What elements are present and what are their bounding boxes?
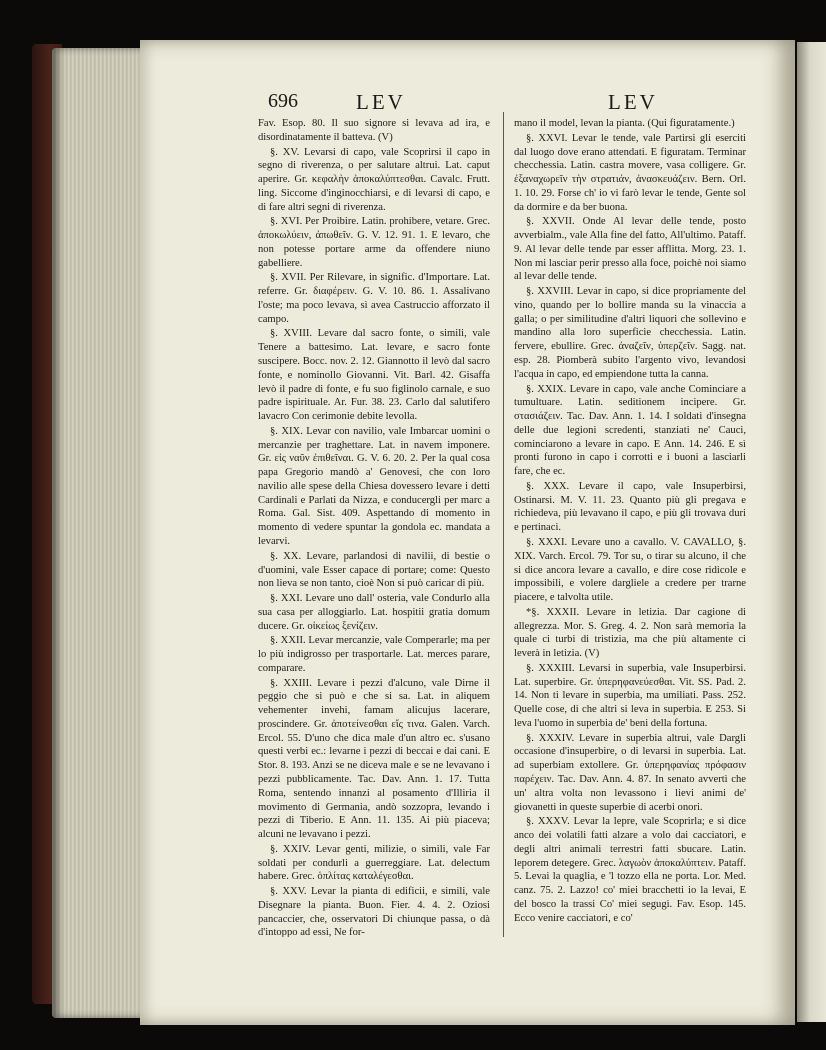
entry-paragraph: §. XXIX. Levare in capo, vale anche Cominciare a tumultuare. Latin. seditionem incipere. Gr. στασιάζειν. Tac. Dav. Ann. 1. 14. I soldati d'insegna delle due legioni scredenti, stanziati ne' Cauci, cominciarono a levare in capo. E Ann. 14. 246. E sì pronti furono in capo i corrotti e i buoni a lasciarli fare, che ec. [514,383,746,478]
entry-paragraph: Fav. Esop. 80. Il suo signore si levava ad ira, e disordinatamente il batteva. (V) [258,118,490,143]
page-number: 696 [268,90,298,112]
entry-paragraph: *§. XXXII. Levare in letizia. Dar cagione di allegrezza. Mor. S. Greg. 4. 2. Non sarà memoria la quale ci turbi di tristizia, ma che più altamente ci leverà in letizia. (V) [514,606,746,660]
left-column [258,117,490,937]
running-head-left: LEV [356,90,406,114]
entry-paragraph: §. XVIII. Levare dal sacro fonte, o simili, vale Tenere a battesimo. Lat. levare, e sacro fonte suscipere. Bocc. nov. 2. 12. Giannotto il levò dal sacro fonte, e nominollo Giovanni. Vit. Barl. 42. Gisaffa levò il padre di fonte, e fu suo figlinolo carnale, e suo padre ispirituale. Ar. Fur. 38. 23. Carlo dal salutifero lavacro Con cerimonie debite levolla. [258,328,490,423]
entry-paragraph: §. XXVII. Onde Al levar delle tende, posto avverbialm., vale Alla fine del fatto, All'ultimo. Pataff. 9. Al levar delle tende par esser afflitta. Morg. 23. 1. Non mi lasciar perir presso alla foce, poichè noi siamo al levar delle tende. [514,216,746,283]
entry-paragraph: §. XXII. Levar mercanzie, vale Comperarle; ma per lo più indigrosso per trasportarle. Lat. merces parare, comparare. [258,635,490,674]
entry-paragraph: mano il model, levan la pianta. (Qui figuratamente.) [514,118,735,129]
entry-paragraph: §. XXX. Levare il capo, vale Insuperbirsi, Ostinarsi. M. V. 11. 23. Quanto più gli pregava e richiedeva, più levavano il capo, e più gli trovava duri e pertinaci. [514,480,746,534]
entry-paragraph: §. XXXIII. Levarsi in superbia, vale Insuperbirsi. Lat. superbire. Gr. ὑπερηφανεύεσθαι. Vit. SS. Pad. 2. 14. Non ti levare in superbia, ma umiliati. Pass. 252. Quelle cose, di che altri si leva in superbia. E 253. Si leva l'uomo in superbia de' beni della fortuna. [514,662,746,729]
page-header [268,90,788,116]
entry-paragraph: §. XXV. Levar la pianta di edificii, e simili, vale Disegnare la pianta. Buon. Fier. 4. 4. 2. Oziosi pancaccier, che, osservatori Di chiunque passa, o dà d'intoppo ad essi, Ne for- [258,886,490,937]
entry-paragraph: §. XXIV. Levar genti, milizie, o simili, vale Far soldati per condurli a guerreggiare. Lat. delectum habere. Grec. ὁπλίτας καταλέγεσθαι. [258,843,490,883]
entry-paragraph: §. XXVIII. Levar in capo, si dice propriamente del vino, quando per lo bollire manda su la vinaccia a galla; o per similitudine d'altri liquori che sollevino e mandino alla loro superficie checchessia. Latin. fervere, ebullire. Grec. ἀναζεῖν, ὑπερζεῖν. Sagg. nat. esp. 28. Piomberà subito l'argento vivo, levandosi l'acqua in capo, ed empiendone tutta la canna. [514,286,746,380]
page-edges [52,48,144,1018]
running-head-right: LEV [608,90,658,114]
entry-paragraph: §. XV. Levarsi di capo, vale Scoprirsi il capo in segno di riverenza, o per salutare altrui. Lat. caput aperire. Gr. κεφαλὴν ἀποκαλύπτεσθαι. Cavalc. Frutt. ling. Siccome d'inginocchiarsi, e di levarsi di capo, e di fare altri segni di riverenza. [258,146,490,213]
entry-paragraph: §. XXVI. Levar le tende, vale Partirsi gli eserciti dal luogo dove erano attendati. E figuratam. Terminar checchessia. Latin. castra movere, vasa colligere. Gr. ἐξαναχωρεῖν τὴν στρατιάν, ἀνασκευάζειν. Bern. Orl. 1. 10. 29. Forse ch' io vi farò levar le tende, Gente sol da dormire e da ber buona. [514,132,746,213]
entry-paragraph: §. XIX. Levar con navilio, vale Imbarcar uomini o mercanzie per traghettare. Lat. in navem imponere. Gr. εἰς ναῦν ἐπιθεῖναι. G. V. 6. 20. 2. Per la qual cosa papa Gregorio mandò a' Genovesi, che con loro navilio alle spese della Chiesa dovessero levare i detti Cardinali e Parlati da Nizza, e conducergli per marc a Roma. Gal. Sist. 409. Aspettando di momento in momento di vedere spuntar la gondola ec. mandata a levarvi. [258,425,490,547]
facing-page-edge [797,42,826,1022]
entry-paragraph: §. XVI. Per Proibire. Latin. prohibere, vetare. Grec. ἀποκωλύειν, ἀπωθεῖν. G. V. 12. 91. 1. E levaro, che non potesse portare arme da offendere niuno gabelliere. [258,216,490,269]
entry-paragraph: §. XXI. Levare uno dall' osteria, vale Condurlo alla sua casa per alloggiarlo. Lat. hospitii gratia domum ducere. Gr. οἰκείως ξενίζειν. [258,593,490,632]
entry-paragraph: §. XXIII. Levare i pezzi d'alcuno, vale Dirne il peggio che si può e che si sa. Lat. in aliquem vehementer invehi, famam alicujus lacerare, proscindere. Gr. ἀποτείνεσθαι εἴς τινα. Galen. Varch. Ercol. 55. D'uno che dica male d'un altro ec. s'usano questi verbi ec.: levarne i pezzi di beccai e dai cani. E Stor. 8. 193. Anzi se ne diceva male e se ne levavano i pezzi pubblicamente. Tac. Dav. Ann. 1. 17. Tutta Roma, sentendo innanzi al posamento d'Illiria il movimento di Germania, andò sozzopra, levando i pezzi di Tiberio. E Ann. 11. 135. Ai più piaceva; alcuni ne levavano i pezzi. [258,677,490,841]
entry-paragraph: §. XX. Levare, parlandosi di navilii, di bestie o d'uomini, vale Esser capace di portare; come: Questo non lieva se non tanto, cioè Non si può caricar di più. [258,550,490,590]
entry-paragraph: §. XXXIV. Levare in superbia altrui, vale Dargli occasione d'insuperbire, o di levarsi in superbia. Lat. ad superbiam extollere. Gr. ὑπερηφανίας πρόφασιν παρέχειν. Tac. Dav. Ann. 4. 87. In senato avvertì che un' altra volta non levassono i lievi animi de' giovanetti in queste superbie di acerbi onori. [514,732,746,813]
right-column [514,117,746,937]
entry-paragraph: §. XXXI. Levare uno a cavallo. V. CAVALLO, §. XIX. Varch. Ercol. 79. Tor su, o tirar su alcuno, il che si dice ancora levare a cavallo, e dire cose ridicole e impossibili, e volere dargliele a credere per trarne piacere, e talvolta utile. [514,536,746,604]
entry-paragraph: §. XVII. Per Rilevare, in signific. d'Importare. Lat. referre. Gr. διαφέρειν. G. V. 10. 86. 1. Assalivano l'oste; ma poco levava, sì avea Castruccio afforzato il campo. [258,272,490,325]
entry-paragraph: §. XXXV. Levar la lepre, vale Scoprirla; e si dice anco dei volatili fatti alzare a volo dai cacciatori, e degli altri animali terrestri fatti sbucare. Latin. leporem detegere. Grec. λαγωὸν ἀποκαλύπτειν. Pataff. 5. Levai la quaglia, e 'l tozzo ella ne porta. Lor. Med. canz. 75. 2. Lazzo! co' miei bracchetti io la levai, E del bosco la trassi Co' miei segugi. Fav. Esop. 145. Ecco venire cacciatori, e co' [514,816,746,924]
column-divider [503,112,504,937]
